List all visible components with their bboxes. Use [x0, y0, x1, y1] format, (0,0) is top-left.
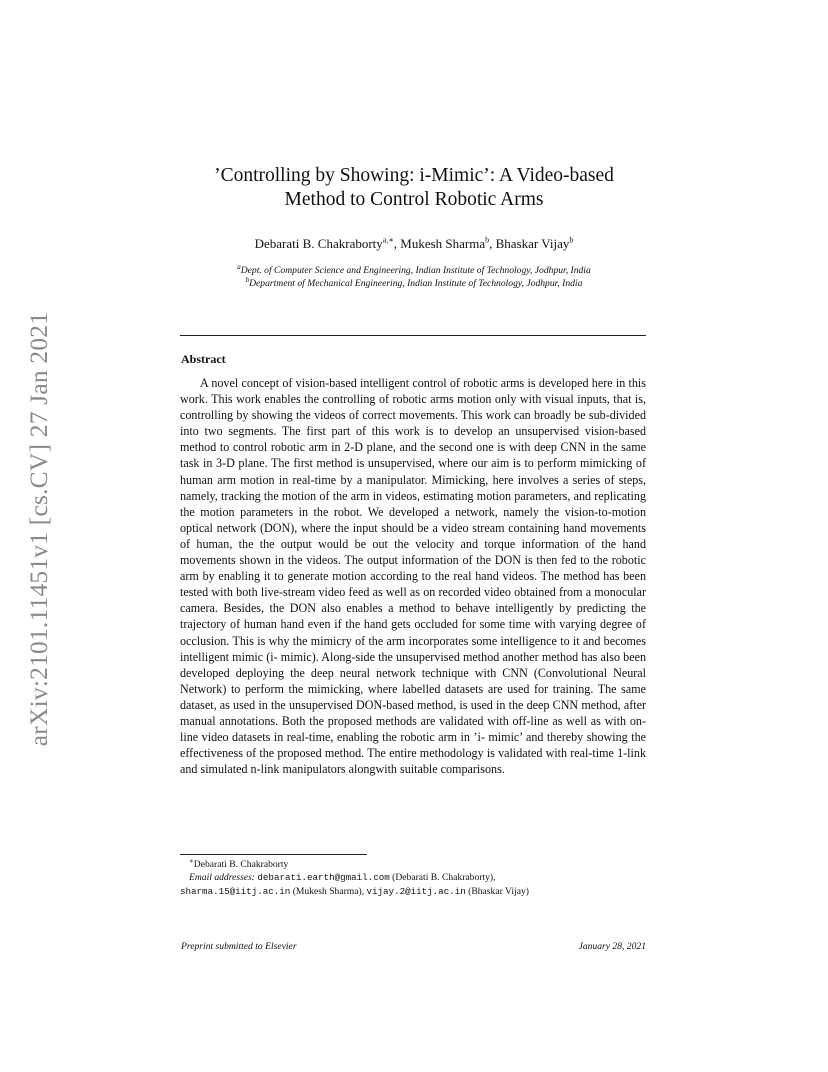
author-list: [140, 236, 688, 252]
title-line-2: Method to Control Robotic Arms: [284, 189, 544, 210]
author-superscript: b: [485, 235, 490, 245]
affiliation-text: Dept. of Computer Science and Engineering, Indian Institute of Technology, Jodhpur, India: [240, 265, 591, 276]
email-label: Email addresses:: [189, 872, 255, 884]
email-owner: (Mukesh Sharma),: [292, 885, 365, 897]
footnotes: [180, 858, 646, 898]
preprint-notice: Preprint submitted to Elsevier: [181, 941, 297, 952]
title-line-1: ’Controlling by Showing: i-Mimic’: A Video-based: [214, 165, 614, 186]
author-superscript: a,∗: [382, 235, 394, 245]
paper-title: [140, 164, 688, 212]
abstract-paragraph: A novel concept of vision-based intelligent control of robotic arms is developed here in this work. This work enables the controlling of robotic arms motion only with visual inputs, that is, controlling by showing the videos of correct movements. This work can broadly be sub-divided into two segments. The first part of this work is to develop an unsupervised vision-based method to control robotic arm in 2-D plane, and the second one is with deep CNN in the same task in 3-D plane. The first method is unsupervised, where our aim is to perform mimicking of human arm motion in real-time by a manipulator. Mimicking, here involves a series of steps, namely, tracking the motion of the arm in videos, estimating motion parameters, and replicating the motion parameters in the robot. We developed a network, namely the vision-to-motion optical network (DON), where the input should be a video stream containing hand movements of human, the the output would be out the velocity and torque information of the hand movements shown in the videos. The output information of the DON is then fed to the robotic arm by enabling it to generate motion according to the real hand videos. The method has been tested with both live-stream video feed as well as on recorded video obtained from a monocular camera. Besides, the DON also enables a method to behave intelligently by predicting the trajectory of human hand even if the hand gets occluded for some time with varying degree of occlusion. This is why the mimicry of the arm incorporates some intelligence to it and becomes intelligent mimic (i- mimic). Along-side the unsupervised method another method has also been developed deploying the deep neural network technique with CNN (Convolutional Neural Network) to perform the mimicking, where labelled datasets are used for training. The same dataset, as used in the unsupervised DON-based method, is used in the deep CNN method, after manual annotations. Both the proposed methods are validated with off-line as well as with on-line video datasets in real-time, enabling the robotic arm in ’i- mimic’ and thereby showing the effectiveness of the proposed method. The entire methodology is validated with real-time 1-link and simulated n-link manipulators alongwith suitable comparisons.: [180, 376, 646, 777]
arxiv-identifier: arXiv:2101.11451v1 [cs.CV] 27 Jan 2021: [24, 311, 54, 747]
abstract-body: [180, 375, 646, 777]
email-link-vijay[interactable]: vijay.2@iitj.ac.in: [366, 885, 466, 897]
corresponding-author: Debarati B. Chakraborty: [193, 859, 289, 870]
email-owner: (Bhaskar Vijay): [468, 885, 529, 897]
email-link-sharma[interactable]: sharma.15@iitj.ac.in: [180, 885, 291, 897]
affiliations: [140, 264, 688, 290]
email-link-chakraborty[interactable]: debarati.earth@gmail.com: [257, 872, 390, 884]
abstract-top-rule: [180, 335, 646, 336]
arxiv-identifier-margin: [17, 298, 61, 760]
affiliation-b: [140, 277, 688, 290]
footnote-corresponding: [180, 858, 646, 871]
affiliation-marker: a: [237, 262, 241, 271]
footnote-emails-line-2: [180, 885, 646, 898]
affiliation-text: Department of Mechanical Engineering, Indian Institute of Technology, Jodhpur, India: [249, 278, 583, 289]
footnote-emails-line-1: [180, 871, 646, 884]
author-superscript: b: [569, 235, 574, 245]
abstract-heading: Abstract: [181, 352, 226, 366]
author-name: Debarati B. Chakraborty: [254, 236, 383, 251]
author-name: Mukesh Sharma: [400, 236, 486, 251]
author-name: Bhaskar Vijay: [495, 236, 570, 251]
affiliation-a: [140, 264, 688, 277]
author-separator: ,: [393, 236, 401, 251]
email-owner: (Debarati B. Chakraborty),: [392, 872, 496, 884]
footnote-rule: [180, 854, 367, 855]
affiliation-marker: b: [245, 275, 250, 284]
preprint-date: January 28, 2021: [578, 941, 646, 952]
author-separator: ,: [489, 236, 496, 251]
footnote-marker: ∗: [189, 856, 194, 865]
